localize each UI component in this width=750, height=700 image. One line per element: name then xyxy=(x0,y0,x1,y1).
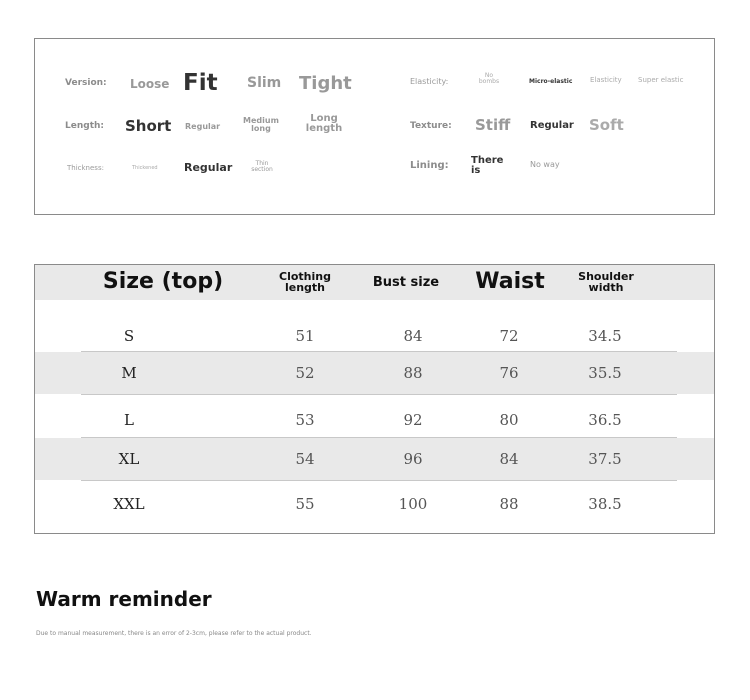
cell-shoulder-width: 38.5 xyxy=(588,495,622,513)
header-size: Size (top) xyxy=(102,269,224,294)
product-attributes-panel xyxy=(34,38,715,215)
length-option-short: Short xyxy=(125,117,172,135)
cell-size: S xyxy=(123,327,135,345)
length-label: Length: xyxy=(65,121,104,131)
cell-waist: 88 xyxy=(499,495,519,513)
texture-option-soft: Soft xyxy=(589,116,624,134)
version-option-tight: Tight xyxy=(299,73,352,94)
version-label: Version: xyxy=(65,78,107,88)
header-bust-size: Bust size xyxy=(372,275,440,290)
texture-option-stiff: Stiff xyxy=(475,116,511,134)
thickness-option-regular: Regular xyxy=(184,161,233,174)
version-option-loose: Loose xyxy=(130,77,170,91)
cell-waist: 84 xyxy=(499,450,519,468)
cell-waist: 80 xyxy=(499,411,519,429)
cell-shoulder-width: 34.5 xyxy=(588,327,622,345)
cell-clothing-length: 55 xyxy=(295,495,315,513)
elasticity-option-elasticity: Elasticity xyxy=(590,76,622,84)
lining-option-there-is: There is xyxy=(471,155,504,176)
cell-bust-size: 88 xyxy=(403,364,423,382)
row-divider xyxy=(81,394,677,395)
cell-size: XXL xyxy=(113,495,145,513)
cell-clothing-length: 52 xyxy=(295,364,315,382)
cell-shoulder-width: 37.5 xyxy=(588,450,622,468)
cell-waist: 72 xyxy=(499,327,519,345)
header-shoulder-width: Shoulder width xyxy=(578,270,634,294)
version-option-slim: Slim xyxy=(247,75,282,91)
row-divider xyxy=(81,480,677,481)
reminder-text: Due to manual measurement, there is an error of 2-3cm, please refer to the actual product. xyxy=(36,630,312,637)
table-row xyxy=(35,438,714,480)
table-row xyxy=(35,399,714,441)
length-option-medium-long: Medium long xyxy=(243,116,279,133)
reminder-title: Warm reminder xyxy=(36,587,212,611)
size-chart-header xyxy=(35,265,714,300)
lining-option-no-way: No way xyxy=(530,160,560,169)
cell-shoulder-width: 35.5 xyxy=(588,364,622,382)
size-chart-table xyxy=(34,264,715,534)
elasticity-option-super-elastic: Super elastic xyxy=(638,76,684,84)
cell-bust-size: 84 xyxy=(403,327,423,345)
table-row xyxy=(35,352,714,394)
cell-shoulder-width: 36.5 xyxy=(588,411,622,429)
version-option-fit: Fit xyxy=(183,70,218,96)
header-clothing-length: Clothing length xyxy=(279,270,331,294)
elasticity-option-no-bombs: No bombs xyxy=(478,72,500,85)
table-row xyxy=(35,483,714,525)
cell-size: L xyxy=(124,411,134,429)
cell-clothing-length: 54 xyxy=(295,450,315,468)
elasticity-option-micro-elastic: Micro-elastic xyxy=(529,78,573,85)
texture-option-regular: Regular xyxy=(530,120,574,131)
cell-waist: 76 xyxy=(499,364,519,382)
cell-size: M xyxy=(121,364,137,382)
length-option-regular: Regular xyxy=(185,122,221,131)
cell-bust-size: 92 xyxy=(403,411,423,429)
cell-bust-size: 96 xyxy=(403,450,423,468)
cell-size: XL xyxy=(118,450,140,468)
lining-label: Lining: xyxy=(410,160,449,171)
cell-clothing-length: 53 xyxy=(295,411,315,429)
elasticity-label: Elasticity: xyxy=(410,77,449,86)
thickness-option-thin-section: Thin section xyxy=(251,160,273,173)
cell-bust-size: 100 xyxy=(398,495,428,513)
cell-clothing-length: 51 xyxy=(295,327,315,345)
texture-label: Texture: xyxy=(410,121,452,131)
header-waist: Waist xyxy=(475,269,545,294)
length-option-long-length: Long length xyxy=(305,113,343,134)
thickness-option-thickened: Thickened xyxy=(132,165,158,171)
thickness-label: Thickness: xyxy=(67,164,104,172)
